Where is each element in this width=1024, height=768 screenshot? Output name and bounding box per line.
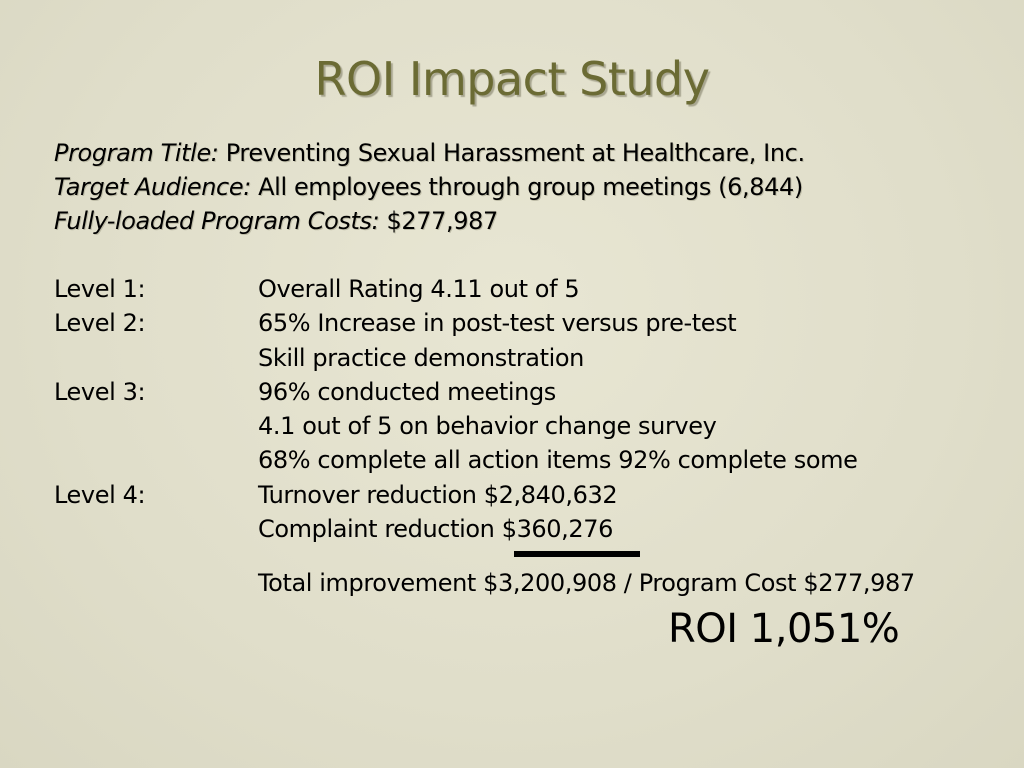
program-costs-label: Fully-loaded Program Costs: [54,207,380,235]
program-title-value: Preventing Sexual Harassment at Healthcare, Inc. [225,139,805,167]
level-result: 68% complete all action items 92% complete some [258,446,858,475]
level-label: Level 3: [54,377,146,406]
level-2-row [54,306,857,340]
slide-title: ROI Impact Study [314,52,710,106]
level-label: Level 1: [54,275,146,303]
sum-underline [514,551,640,557]
level-result: Turnover reduction $2,840,632 [258,480,618,509]
program-costs-row [54,204,805,238]
program-title-label: Program Title: [54,139,219,167]
level-result: Overall Rating 4.11 out of 5 [258,275,580,303]
level-result: 65% Increase in post-test versus pre-test [258,309,737,338]
level-result: Complaint reduction $360,276 [258,515,614,544]
level-3-row-cont [54,409,857,443]
program-costs-value: $277,987 [386,207,498,235]
level-result: 96% conducted meetings [258,377,556,406]
level-2-row-cont [54,341,857,375]
levels-list [54,272,857,546]
program-title-row [54,136,805,170]
level-3-row-cont [54,443,857,477]
total-improvement: Total improvement $3,200,908 / Program Cost $277,987 [258,569,915,597]
target-audience-row [54,170,805,204]
level-4-row-cont [54,512,857,546]
level-label: Level 4: [54,480,146,509]
level-3-row [54,375,857,409]
level-1-row [54,272,857,306]
level-4-row [54,478,857,512]
level-result: 4.1 out of 5 on behavior change survey [258,412,717,441]
level-result: Skill practice demonstration [258,343,584,372]
level-label: Level 2: [54,309,146,338]
program-info [54,136,805,238]
target-audience-value: All employees through group meetings (6,844) [258,173,803,201]
target-audience-label: Target Audience: [54,173,251,201]
roi-result: ROI 1,051% [668,606,900,652]
